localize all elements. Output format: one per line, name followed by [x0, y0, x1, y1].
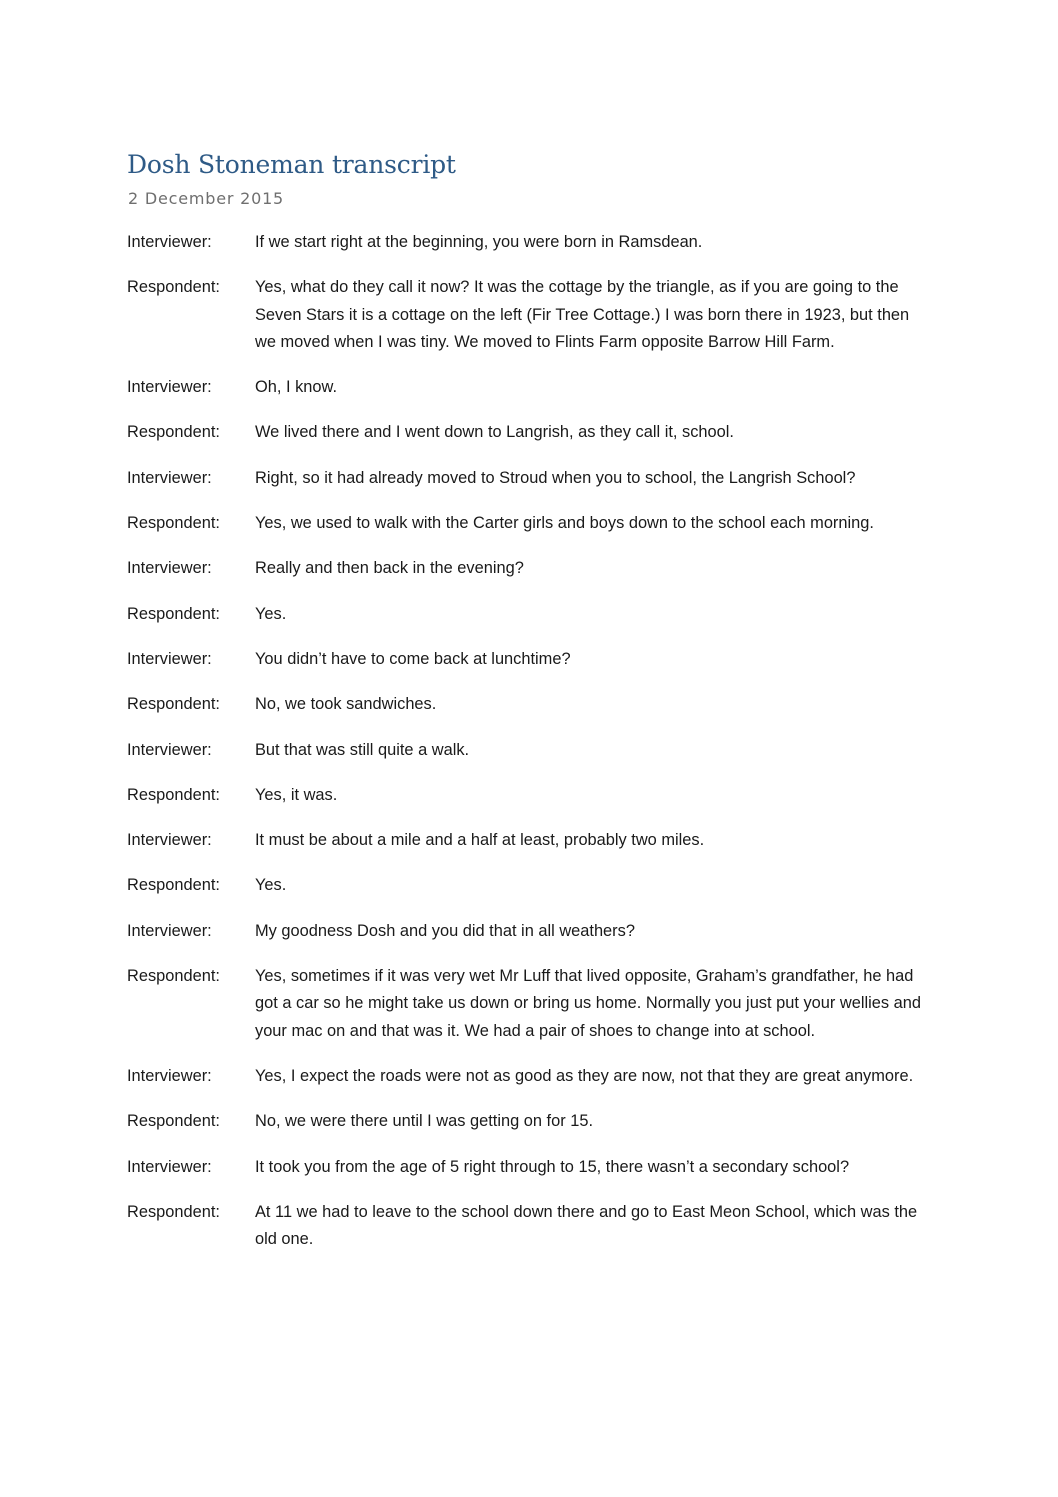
- speech-text: At 11 we had to leave to the school down there and go to East Meon School, which was the old one.: [255, 1202, 918, 1249]
- speech-text: Yes, sometimes if it was very wet Mr Luff that lived opposite, Graham’s grandfather, he had got a car so he might take us down or bring us home. Normally you just put your wellies and your mac on and that was it. We had a pair of shoes to change into at school.: [255, 967, 921, 1040]
- transcript-turn: [127, 737, 927, 764]
- speaker-label: Respondent:: [127, 423, 220, 442]
- transcript-turn: [127, 918, 927, 945]
- speaker-label: Interviewer:: [127, 1157, 212, 1176]
- speech-text: You didn’t have to come back at lunchtime?: [255, 649, 571, 668]
- speaker-label: Interviewer:: [127, 649, 212, 668]
- speech-text: But that was still quite a walk.: [255, 740, 470, 759]
- speech-text: Oh, I know.: [255, 378, 337, 397]
- speech-text: Yes, what do they call it now? It was the cottage by the triangle, as if you are going to the Seven Stars it is a cottage on the left (Fir Tree Cottage.) I was born there in 1923, but then we moved when I was tiny. We moved to Flints Farm opposite Barrow Hill Farm.: [255, 278, 910, 351]
- speech-text: My goodness Dosh and you did that in all weathers?: [255, 921, 635, 940]
- speaker-label: Respondent:: [127, 278, 220, 297]
- transcript-turn: [127, 229, 927, 256]
- transcript-turn: [127, 963, 927, 1045]
- transcript-turn: [127, 646, 927, 673]
- speech-text: It took you from the age of 5 right through to 15, there wasn’t a secondary school?: [255, 1157, 850, 1176]
- speech-text: Yes.: [255, 604, 287, 623]
- speech-text: It must be about a mile and a half at least, probably two miles.: [255, 831, 705, 850]
- transcript-turn: [127, 374, 927, 401]
- speech-text: Really and then back in the evening?: [255, 559, 524, 578]
- transcript-turn: [127, 1063, 927, 1090]
- transcript-turn: [127, 510, 927, 537]
- speaker-label: Interviewer:: [127, 378, 212, 397]
- transcript-body: [127, 229, 927, 1271]
- speech-text: No, we took sandwiches.: [255, 695, 437, 714]
- transcript-turn: [127, 1199, 927, 1254]
- speaker-label: Respondent:: [127, 695, 220, 714]
- speaker-label: Interviewer:: [127, 233, 212, 251]
- transcript-turn: [127, 419, 927, 446]
- speech-text: Yes, it was.: [255, 785, 338, 804]
- speaker-label: Interviewer:: [127, 740, 212, 759]
- transcript-turn: [127, 872, 927, 899]
- speech-text: No, we were there until I was getting on for 15.: [255, 1112, 594, 1131]
- speaker-label: Interviewer:: [127, 831, 212, 850]
- speech-text: Yes, I expect the roads were not as good as they are now, not that they are great anymore.: [255, 1066, 914, 1085]
- document-date: 2 December 2015: [128, 189, 285, 208]
- transcript-turn: [127, 1154, 927, 1181]
- speaker-label: Interviewer:: [127, 1066, 212, 1085]
- speaker-label: Respondent:: [127, 604, 220, 623]
- transcript-turn: [127, 782, 927, 809]
- transcript-turn: [127, 827, 927, 854]
- transcript-turn: [127, 274, 927, 356]
- speech-text: Yes.: [255, 876, 287, 895]
- document-title: Dosh Stoneman transcript: [127, 150, 456, 179]
- speaker-label: Respondent:: [127, 1202, 220, 1221]
- transcript-turn: [127, 1108, 927, 1135]
- speaker-label: Respondent:: [127, 967, 220, 986]
- transcript-turn: [127, 465, 927, 492]
- speaker-label: Respondent:: [127, 1112, 220, 1131]
- speaker-label: Interviewer:: [127, 921, 212, 940]
- speech-text: Right, so it had already moved to Stroud when you to school, the Langrish School?: [255, 468, 856, 487]
- speaker-label: Interviewer:: [127, 468, 212, 487]
- speaker-label: Respondent:: [127, 514, 220, 533]
- transcript-turn: [127, 601, 927, 628]
- speaker-label: Interviewer:: [127, 559, 212, 578]
- speech-text: If we start right at the beginning, you were born in Ramsdean.: [255, 233, 703, 251]
- speaker-label: Respondent:: [127, 876, 220, 895]
- transcript-turn: [127, 555, 927, 582]
- speaker-label: Respondent:: [127, 785, 220, 804]
- speech-text: Yes, we used to walk with the Carter girls and boys down to the school each morning.: [255, 514, 874, 533]
- transcript-turn: [127, 691, 927, 718]
- speech-text: We lived there and I went down to Langrish, as they call it, school.: [255, 423, 734, 442]
